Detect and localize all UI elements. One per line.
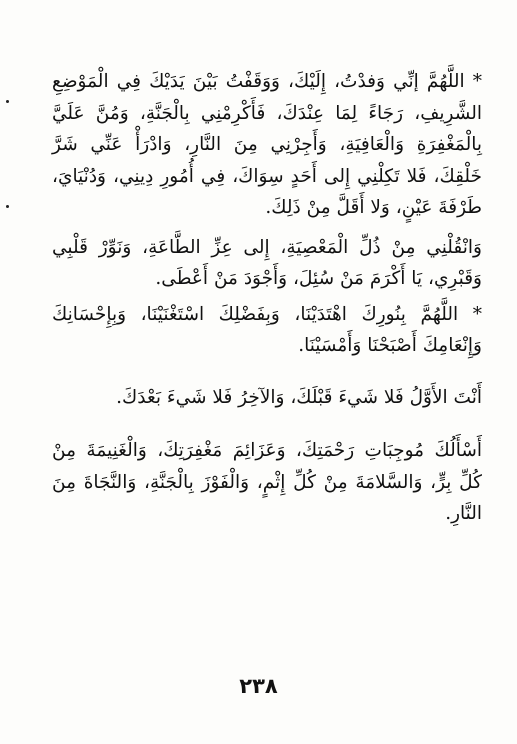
document-body bbox=[52, 66, 482, 530]
page-number: ٢٣٨ bbox=[239, 674, 278, 698]
margin-dot-1 bbox=[6, 100, 9, 103]
prayer-paragraph-1: * اللَّهُمَّ إنِّي وَفدْتُ، إِلَيْكَ، وَوَقَفْتُ بَيْنَ يَدَيْكَ فِي الْمَوْضِعِ الشَّرِيفِ، رَجَاءً لِمَا عِنْدَكَ، فَأَكْرِمْنِي بِالْجَنَّةِ، وَمُنَّ عَلَيَّ بِالْمَغْفِرَةِ وَالْعَافِيَةِ، وَأَجِرْنِي مِنَ النَّارِ، وَادْرَأْ عَنِّي شَرَّ خَلْقِكَ، فَلا تَكِلْنِي إِلى أَحَدٍ سِوَاكَ، فِي أُمُورِ دِينِي، وَدُنْيَايَ، طَرْفَةَ عَيْنٍ، وَلا أَقَلَّ مِنْ ذَلِكَ. bbox=[52, 71, 482, 218]
prayer-paragraph-3: * اللَّهُمَّ بِنُورِكَ اهْتَدَيْنَا، وَبِفَضْلِكَ اسْتَغْنَيْنَا، وَبِإِحْسَانِكَ وَإِنْعَامِكَ أَصْبَحْنَا وَأَمْسَيْنَا. bbox=[52, 303, 482, 356]
prayer-paragraph-2: وَانْقُلْنِي مِنْ ذُلِّ الْمَعْصِيَةِ، إِلى عِزِّ الطَّاعَةِ، وَنَوِّرْ قَلْبِي وَقَبْرِي، يَا أَكْرَمَ مَنْ سُئِلَ، وَأَجْوَدَ مَنْ أَعْطَى. bbox=[52, 236, 482, 289]
prayer-paragraph-4: أَنْتَ الأَوَّلُ فَلا شَيءَ قَبْلَكَ، وَالآخِرُ فَلا شَيءَ بَعْدَكَ. bbox=[116, 386, 482, 408]
prayer-paragraph-5: أَسْأَلُكَ مُوجِبَاتِ رَحْمَتِكَ، وَعَزَائِمَ مَغْفِرَتِكَ، وَالْغَنِيمَةَ مِنْ كُلِّ بِرٍّ، وَالسَّلامَةَ مِنْ كُلِّ إِثْمٍ، وَالْفَوْزَ بِالْجَنَّةِ، وَالنَّجَاةَ مِنَ النَّارِ. bbox=[52, 440, 482, 524]
margin-dot-2 bbox=[6, 205, 9, 208]
